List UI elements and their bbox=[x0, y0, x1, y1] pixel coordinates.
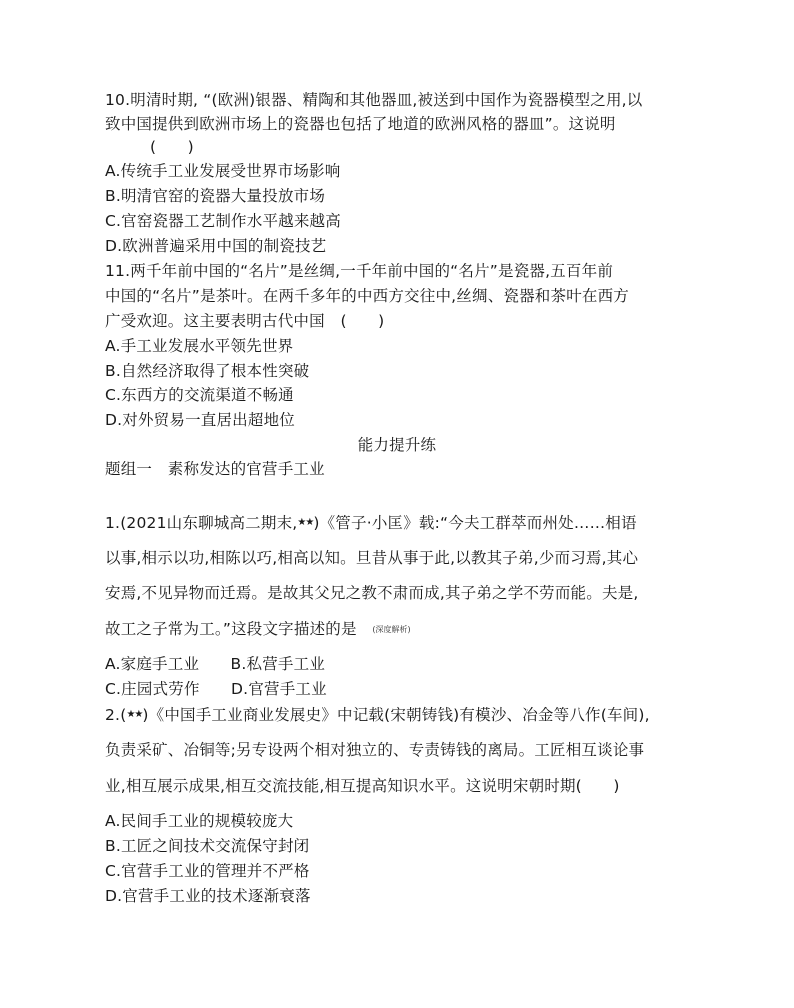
q1-stem-line-2: 以事,相示以功,相陈以巧,相高以知。旦昔从事于此,以教其子弟,少而习焉,其心 bbox=[105, 549, 639, 567]
q2-number: 2.( bbox=[105, 706, 127, 724]
q10-option-d: D.欧洲普遍采用中国的制瓷技艺 bbox=[105, 237, 327, 255]
q1-options-row-1: A.家庭手工业 B.私营手工业 bbox=[105, 655, 326, 673]
q11-stem-line-1: 11.两千年前中国的“名片”是丝绸,一千年前中国的“名片”是瓷器,五百年前 bbox=[105, 262, 614, 280]
q11-stem-line-2: 中国的“名片”是茶叶。在两千多年的中西方交往中,丝绸、瓷器和茶叶在西方 bbox=[105, 287, 629, 305]
q10-answer-bracket: ( ) bbox=[150, 138, 194, 156]
difficulty-stars-icon: ★★ bbox=[126, 709, 143, 720]
q2-stem-line-3: 业,相互展示成果,相互交流技能,相互提高知识水平。这说明宋朝时期( ) bbox=[105, 777, 620, 795]
q2-stem-line-2: 负责采矿、冶铜等;另专设两个相对独立的、专责铸钱的离局。工匠相互谈论事 bbox=[105, 741, 645, 759]
q10-option-a: A.传统手工业发展受世界市场影响 bbox=[105, 162, 341, 180]
difficulty-stars-icon: ★★ bbox=[297, 517, 314, 528]
q1-question: 故工之子常为工。”这段文字描述的是 bbox=[105, 620, 373, 638]
q1-stem-line-3: 安焉,不见异物而迁焉。是故其父兄之教不肃而成,其子弟之学不劳而能。夫是, bbox=[105, 584, 639, 602]
q11-stem-line-3: 广受欢迎。这主要表明古代中国 ( ) bbox=[105, 312, 385, 330]
q2-option-d: D.官营手工业的技术逐渐衰落 bbox=[105, 887, 311, 905]
q2-option-a: A.民间手工业的规模较庞大 bbox=[105, 812, 294, 830]
q11-option-a: A.手工业发展水平领先世界 bbox=[105, 337, 294, 355]
q10-option-c: C.官窑瓷器工艺制作水平越来越高 bbox=[105, 212, 341, 230]
q1-stem-line-4 bbox=[105, 619, 411, 640]
q11-option-d: D.对外贸易一直居出超地位 bbox=[105, 411, 295, 429]
q2-stem-line-1 bbox=[105, 705, 650, 725]
group-title: 题组一 素称发达的官营手工业 bbox=[105, 460, 325, 478]
q1-stem-line-1 bbox=[105, 513, 637, 533]
q1-options-row-2: C.庄园式劳作 D.官营手工业 bbox=[105, 680, 327, 698]
section-title: 能力提升练 bbox=[357, 436, 437, 454]
analysis-note: (深度解析) bbox=[372, 625, 411, 634]
q10-stem-line-2: 致中国提供到欧洲市场上的瓷器也包括了地道的欧洲风格的器皿”。这说明 bbox=[105, 115, 616, 133]
q2-option-c: C.官营手工业的管理并不严格 bbox=[105, 862, 310, 880]
q10-option-b: B.明清官窑的瓷器大量投放市场 bbox=[105, 187, 326, 205]
q2-source-text: )《中国手工业商业发展史》中记载(宋朝铸钱)有模沙、冶金等八作(车间), bbox=[142, 706, 650, 724]
q11-option-c: C.东西方的交流渠道不畅通 bbox=[105, 386, 294, 404]
q10-stem-line-1: 10.明清时期, “(欧洲)银器、精陶和其他器皿,被送到中国作为瓷器模型之用,以 bbox=[105, 91, 643, 109]
q2-option-b: B.工匠之间技术交流保守封闭 bbox=[105, 837, 310, 855]
q1-quote-start: )《管子·小匡》载:“今夫工群萃而州处……相语 bbox=[313, 514, 637, 532]
q1-source: 1.(2021山东聊城高二期末, bbox=[105, 514, 298, 532]
q11-option-b: B.自然经济取得了根本性突破 bbox=[105, 362, 310, 380]
